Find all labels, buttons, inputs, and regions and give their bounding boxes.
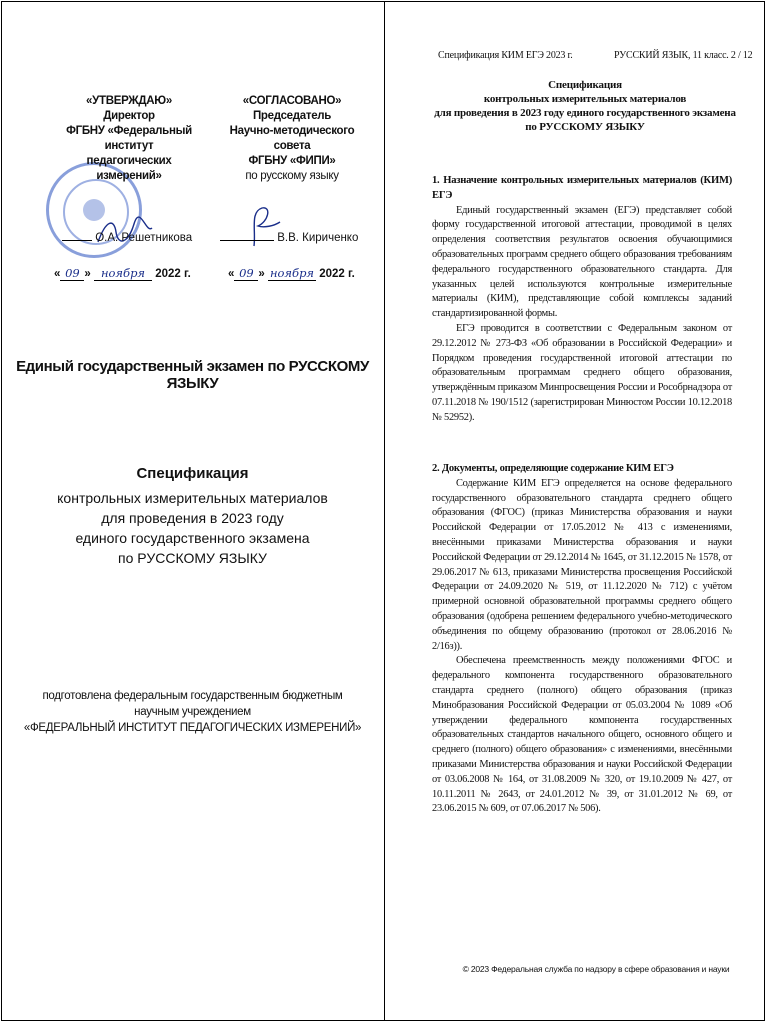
agreement-council-line2: ФГБНУ «ФИПИ» [248,155,336,167]
specification-title: Спецификация [136,465,249,482]
content-page [386,2,764,1020]
agreement-date-day: 09 [234,266,258,281]
approval-signer-name: О.А. Решетникова [95,232,193,244]
title-page [2,2,383,1020]
approval-block [54,94,204,184]
prepared-by-block [2,688,383,736]
section-2-paragraph-2: Обеспечена преемственность между положениями ФГОС и федерального компонента государственного образовательного стандарта среднего (полного) общего образования (приказ Минобразования Российской Федерации от 05.03.2004 № 1089 «Об утверждении федерального компонента государственных образовательных стандартов начального общего, основного общего и среднего (полного) общего образования» с изменениями, внесёнными приказами Министерства образования и науки Российской Федерации от 03.06.2008 № 164, от 31.08.2009 № 320, от 19.10.2009 № 427, от 10.11.2011 № 2643, от 24.01.2012 № 39, от 31.01.2012 № 69, от 23.06.2015 № 609, от 07.06.2017 № 506). [432,655,732,815]
section-1 [432,174,732,426]
agreement-title: «СОГЛАСОВАНО» [242,95,342,107]
specification-title-block [2,464,383,568]
approval-position: Директор [103,110,155,122]
content-title-line4: по РУССКОМУ ЯЗЫКУ [525,121,645,133]
agreement-signature-line [220,232,358,244]
agreement-council-line3: по русскому языку [245,170,339,182]
section-1-paragraph-1: Единый государственный экзамен (ЕГЭ) представляет собой форму государственной итоговой аттестации, проводимой в целях определения соответствия результатов освоения обучающимися образовательных программ среднего общего образования требованиям федерального государственного образовательного стандарта. Для указанных целей используются контрольные измерительные материалы (КИМ), представляющие собой комплексы заданий стандартизированной формы. [432,204,732,320]
agreement-council-line1: Научно-методического совета [229,125,355,152]
agreement-date-month: ноября [269,266,315,280]
approval-date: « 09 » ноября 2022 г. [54,266,191,280]
content-title [426,78,744,134]
approval-date-month: ноября [94,266,152,281]
prepared-line3: «ФЕДЕРАЛЬНЫЙ ИНСТИТУТ ПЕДАГОГИЧЕСКИХ ИЗМЕРЕНИЙ» [23,722,362,734]
page-divider [384,1,385,1021]
section-1-heading: 1. Назначение контрольных измерительных материалов (КИМ) ЕГЭ [432,175,732,201]
section-2-heading: 2. Документы, определяющие содержание КИМ ЕГЭ [432,463,674,474]
specification-line3: единого государственного экзамена [75,530,310,546]
content-title-line3: для проведения в 2023 году единого государственного экзамена [434,107,736,119]
section-2 [432,462,732,817]
content-title-line2: контрольных измерительных материалов [483,93,687,105]
section-1-paragraph-2: ЕГЭ проводится в соответствии с Федеральным законом от 29.12.2012 № 273-ФЗ «Об образовании в Российской Федерации» и Порядком проведения государственной итоговой аттестации по образовательным программам среднего общего образования, утверждённым приказом Минпросвещения России и Рособрнадзора от 07.11.2018 № 190/1512 (зарегистрирован Минюстом России 10.12.2018 № 52952). [432,322,732,423]
section-2-paragraph-1: Содержание КИМ ЕГЭ определяется на основе федерального государственного образовательного стандарта среднего общего образования (ФГОС) (приказ Министерства образования и науки Российской Федерации от 17.05.2012 № 413 с изменениями, внесёнными приказами Министерства образования и науки Российской Федерации от 29.12.2014 № 1645, от 31.12.2015 № 1578, от 29.06.2017 № 613, приказами Министерства просвещения Российской Федерации от 24.09.2020 № 519, от 11.12.2020 № 712) с учётом примерной основной образовательной программы среднего общего образования (одобрена решением федерального учебно-методического объединения по общему образованию (протокол от 28.06.2016 № 2/16з)). [432,477,732,652]
agreement-signer-name: В.В. Кириченко [277,232,359,244]
exam-title: Единый государственный экзамен по РУССКОМУ ЯЗЫКУ [16,358,369,392]
running-header-left: Спецификация КИМ ЕГЭ 2023 г. [438,50,573,61]
specification-line4: по РУССКОМУ ЯЗЫКУ [118,550,267,566]
approval-date-day: 09 [60,266,84,281]
specification-line2: для проведения в 2023 году [101,510,284,526]
specification-line1: контрольных измерительных материалов [57,490,328,506]
approval-title: «УТВЕРЖДАЮ» [86,95,172,107]
agreement-position: Председатель [252,110,332,122]
running-header-right: РУССКИЙ ЯЗЫК, 11 класс. 2 / 12 [614,50,753,61]
approval-date-year: 2022 г. [155,268,191,280]
content-title-line1: Спецификация [548,79,622,91]
copyright-footer: © 2023 Федеральная служба по надзору в сфере образования и науки [462,964,730,974]
prepared-line1: подготовлена федеральным государственным бюджетным [42,690,343,702]
approval-signature-line [62,232,192,244]
prepared-line2: научным учреждением [134,706,251,718]
approval-org-line1: ФГБНУ «Федеральный институт [66,125,192,152]
agreement-block [212,94,372,184]
approval-org-line2: педагогических измерений» [86,155,172,182]
agreement-date: « 09 » ноября 2022 г. [228,266,355,280]
agreement-date-year: 2022 г. [319,268,355,280]
